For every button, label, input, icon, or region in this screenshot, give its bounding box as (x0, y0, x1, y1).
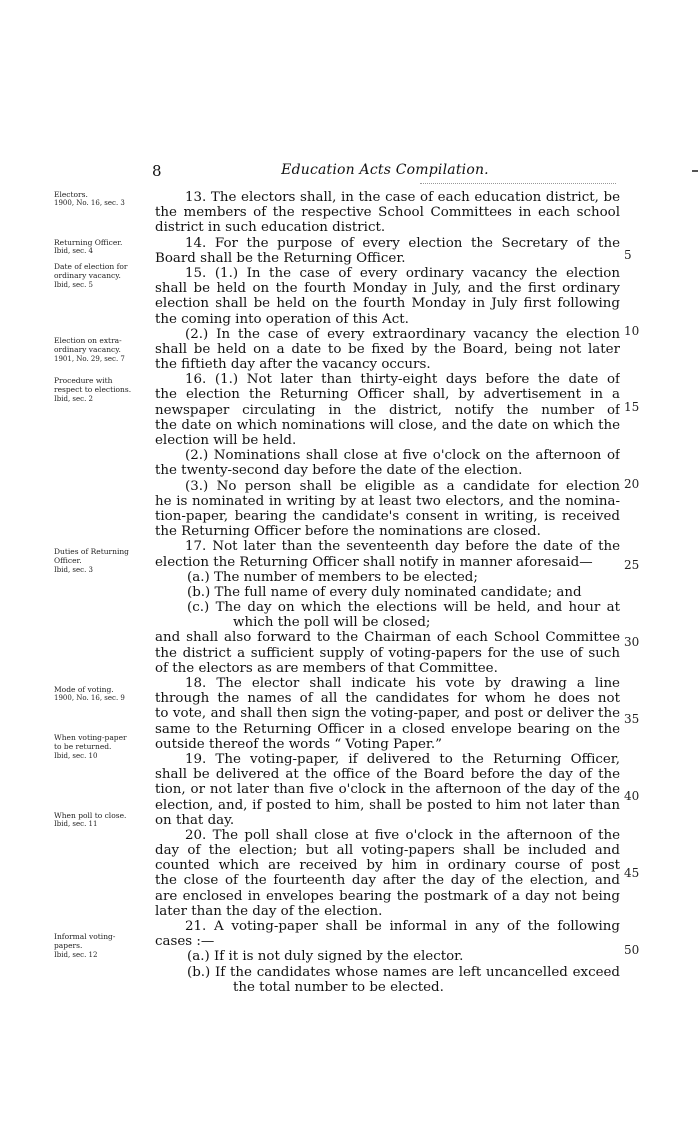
text-line: (2.) In the case of every extraordinary vacancy the election (185, 326, 620, 342)
running-title: Education Acts Compilation. (281, 162, 489, 178)
margin-note-electors (54, 190, 150, 209)
margin-note-extraordinary (54, 336, 150, 364)
text-line: shall be delivered at the office of the Board before the day of the (155, 767, 620, 783)
body-text (155, 190, 620, 995)
margin-note-text: Returning Officer. (54, 238, 123, 247)
text-line: 13. The electors shall, in the case of each education district, be (185, 190, 620, 205)
text-line: to vote, and shall then sign the voting-paper, and post or deliver the (155, 706, 620, 722)
text-line: election, and, if posted to him, shall be posted to him not later than (155, 797, 620, 813)
page-header (150, 162, 620, 182)
edge-mark (692, 170, 698, 172)
margin-note-duties (54, 547, 150, 575)
margin-note-text: ordinary vacancy. (54, 271, 121, 281)
margin-note-text: Procedure with (54, 376, 113, 385)
text-line: shall be held on the fourth Monday in July, and the first ordinary (155, 281, 620, 297)
text-line: 21. A voting-paper shall be informal in any of the following (185, 919, 620, 934)
margin-note-text: ordinary vacancy. (54, 345, 121, 355)
margin-note-ref: Ibid, sec. 4 (54, 247, 93, 256)
line-number: 10 (624, 324, 640, 338)
text-line: outside thereof the words “ Voting Paper.” (155, 736, 442, 752)
text-line: on that day. (155, 812, 235, 828)
text-line: the date on which nominations will close, and the date on which the (155, 417, 620, 433)
margin-note-informal (54, 932, 150, 960)
text-line: day of the election; but all voting-papers shall be included and (155, 843, 620, 859)
text-line: Board shall be the Returning Officer. (155, 250, 406, 266)
text-line: (c.) The day on which the elections will be held, and hour at (187, 600, 620, 616)
margin-note-text: Officer. (54, 556, 82, 566)
text-line: cases :— (155, 934, 215, 950)
margin-note-ref: 1901, No. 29, sec. 7 (54, 354, 125, 363)
text-line: tion-paper, bearing the candidate's consent in writing, is received (155, 508, 620, 524)
text-line: (b.) The full name of every duly nominated candidate; and (187, 584, 582, 600)
line-number: 50 (624, 943, 640, 957)
text-line: district in such education district. (155, 220, 386, 236)
text-line: 19. The voting-paper, if delivered to the Returning Officer, (185, 751, 620, 767)
margin-note-text: Duties of Returning (54, 547, 129, 556)
text-line: 16. (1.) Not later than thirty-eight days before the date of (185, 372, 620, 388)
text-line: tion, or not later than five o'clock in the afternoon of the day of the (155, 782, 620, 798)
line-number: 30 (624, 635, 640, 649)
text-line: 20. The poll shall close at five o'clock in the afternoon of the (185, 827, 620, 843)
margin-note-text: Election on extra- (54, 336, 122, 345)
margin-note-date-ordinary (54, 262, 150, 290)
text-line: 17. Not later than the seventeenth day before the date of the (185, 539, 620, 555)
text-line: (3.) No person shall be eligible as a candidate for election (185, 478, 620, 494)
text-line: 15. (1.) In the case of every ordinary vacancy the election (185, 265, 620, 281)
text-line: the members of the respective School Committees in each school (155, 205, 620, 221)
text-line: election will be held. (155, 433, 297, 448)
text-line: he is nominated in writing by at least two electors, and the nomina- (155, 493, 620, 509)
margin-note-text: When voting-paper (54, 733, 127, 742)
line-number: 5 (624, 248, 632, 262)
line-number: 20 (624, 477, 640, 491)
text-line: and shall also forward to the Chairman of each School Committee (155, 630, 620, 646)
margin-note-returning-officer (54, 238, 150, 257)
text-line: (a.) If it is not duly signed by the elector. (187, 949, 464, 965)
margin-note-ref: Ibid, sec. 10 (54, 751, 98, 760)
text-line: the district a sufficient supply of voting-papers for the use of such (155, 645, 620, 661)
text-line: election the Returning Officer shall notify in manner aforesaid— (155, 554, 593, 570)
margin-note-text: Informal voting- (54, 932, 116, 941)
margin-note-ref: Ibid, sec. 11 (54, 820, 98, 829)
text-line: are enclosed in envelopes bearing the postmark of a day not being (155, 888, 620, 904)
header-rule (420, 183, 616, 184)
text-line: 14. For the purpose of every election the Secretary of the (185, 235, 620, 251)
line-number: 25 (624, 558, 640, 572)
page-number: 8 (152, 162, 162, 180)
margin-note-procedure (54, 376, 150, 404)
margin-note-mode-of-voting (54, 685, 150, 704)
line-number: 15 (624, 400, 640, 414)
text-line: the election the Returning Officer shall, by advertisement in a (155, 387, 620, 403)
text-line: shall be held on a date to be fixed by the Board, being not later (155, 341, 620, 357)
margin-note-text: Date of election for (54, 262, 128, 271)
text-line: (a.) The number of members to be elected; (187, 569, 478, 585)
text-line: the coming into operation of this Act. (155, 311, 409, 327)
line-number: 35 (624, 712, 640, 726)
line-number: 40 (624, 789, 640, 803)
text-line: (b.) If the candidates whose names are left uncancelled exceed (187, 964, 620, 980)
text-line: the close of the fourteenth day after the day of the election, and (155, 873, 620, 889)
text-line: which the poll will be closed; (233, 615, 431, 631)
margin-note-text: Electors. (54, 190, 88, 199)
text-line: same to the Returning Officer in a closed envelope bearing on the (155, 721, 620, 737)
margin-note-ref: 1900, No. 16, sec. 3 (54, 199, 125, 208)
text-line: the fiftieth day after the vacancy occurs. (155, 357, 431, 373)
margin-note-text: papers. (54, 941, 83, 951)
margin-note-text: to be returned. (54, 742, 112, 752)
margin-note-voting-paper-return (54, 733, 150, 761)
line-number: 45 (624, 866, 640, 880)
margin-note-text: When poll to close. (54, 811, 127, 820)
text-line: newspaper circulating in the district, notify the number of (155, 402, 620, 418)
margin-note-text: Mode of voting. (54, 685, 114, 694)
text-line: (2.) Nominations shall close at five o'clock on the afternoon of (185, 448, 620, 464)
text-line: the total number to be elected. (233, 979, 444, 995)
text-line: of the electors as are members of that Committee. (155, 660, 498, 676)
margin-note-ref: Ibid, sec. 5 (54, 280, 93, 289)
text-line: the twenty-second day before the date of the election. (155, 463, 523, 479)
text-line: election shall be held on the fourth Monday in July first following (155, 296, 620, 312)
margin-note-ref: Ibid, sec. 3 (54, 565, 93, 574)
margin-note-ref: Ibid, sec. 12 (54, 950, 98, 959)
text-line: through the names of all the candidates for whom he does not (155, 691, 620, 707)
margin-note-ref: Ibid, sec. 2 (54, 394, 93, 403)
margin-note-ref: 1900, No. 16, sec. 9 (54, 694, 125, 703)
text-line: 18. The elector shall indicate his vote by drawing a line (185, 676, 620, 691)
margin-note-poll-close (54, 811, 150, 830)
text-line: the Returning Officer before the nominations are closed. (155, 524, 541, 540)
text-line: later than the day of the election. (155, 903, 383, 919)
text-line: counted which are received by him in ordinary course of post (155, 858, 620, 874)
margin-note-text: respect to elections. (54, 385, 132, 395)
